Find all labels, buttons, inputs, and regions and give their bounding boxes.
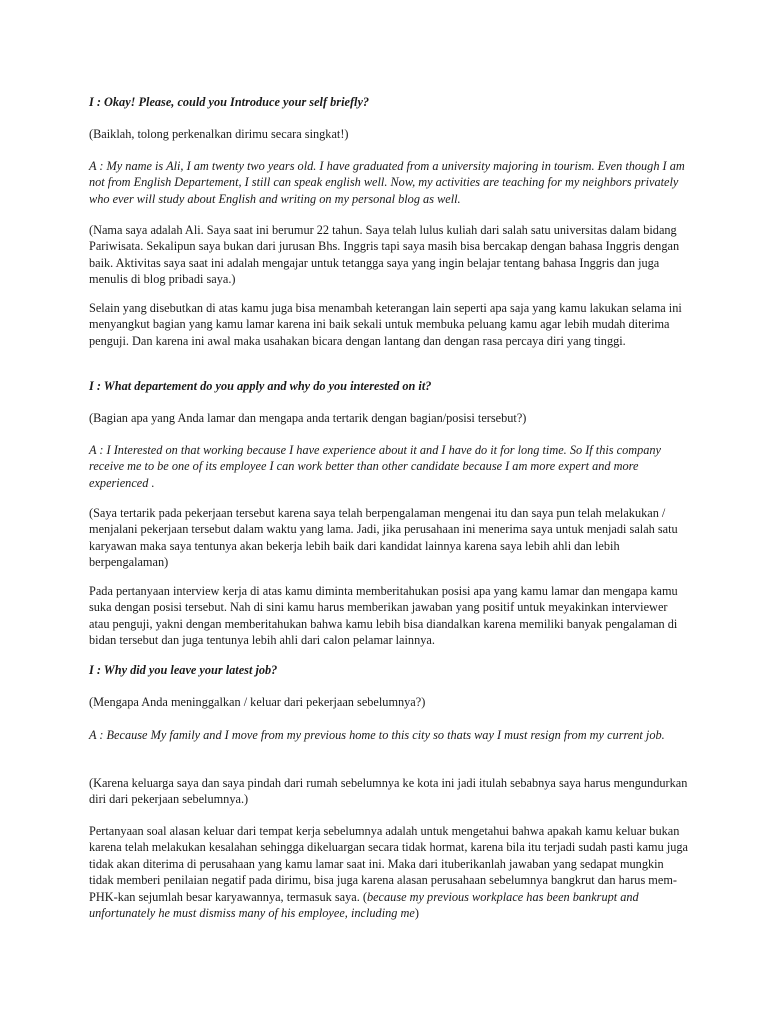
question-1-translation: (Baiklah, tolong perkenalkan dirimu secara singkat!) (89, 127, 349, 141)
explanation-2: Pada pertanyaan interview kerja di atas kamu diminta memberitahukan posisi apa yang kamu lamar dan mengapa kamu suka dengan posisi tersebut. Nah di sini kamu harus memberikan jawaban yang positif untuk meyakinkan interviewer atau penguji, yakni dengan memberitahukan bahwa kamu lebih bisa diandalkan karena memiliki banyak pengalaman di bidan tersebut dan juga tentunya lebih ahli dari calon pelamar lainnya. (89, 584, 678, 648)
explanation-3-end: ) (414, 906, 419, 921)
answer-2-translation: (Saya tertarik pada pekerjaan tersebut karena saya telah berpengalaman mengenai itu dan saya pun telah melakukan / menjalani pekerjaan tersebut dalam waktu yang lama. Jadi, jika perusahaan ini menerima saya untuk menjadi salah satu karyawan maka saya tentunya akan bekerja lebih baik dari kandidat lainnya karena saya lebih ahli dan lebih berpengalaman) (89, 506, 678, 570)
explanation-1: Selain yang disebutkan di atas kamu juga bisa menambah keterangan lain seperti apa saja yang kamu lakukan selama ini menyangkut bagian yang kamu lamar karena ini baik sekali untuk membuka peluang kamu agar lebih mudah diterima penguji. Dan karena ini awal maka usahakan bicara dengan lantang dan dengan rasa percaya diri yang tinggi. (89, 301, 682, 348)
question-2: I : What departement do you apply and why do you interested on it? (89, 379, 432, 393)
answer-2: A : I Interested on that working because I have experience about it and I have do it for long time. So If this company receive me to be one of its employee I can work better than other candidate because I am more expert and more experienced . (89, 443, 662, 490)
answer-3-translation: (Karena keluarga saya dan saya pindah dari rumah sebelumnya ke kota ini jadi itulah sebabnya saya harus mengundurkan diri dari pekerjaan sebelumnya.) (89, 776, 688, 807)
question-1: I : Okay! Please, could you Introduce your self briefly? (89, 95, 370, 109)
answer-3: A : Because My family and I move from my previous home to this city so thats way I must resign from my current job. (89, 728, 665, 742)
answer-1-translation: (Nama saya adalah Ali. Saya saat ini berumur 22 tahun. Saya telah lulus kuliah dari salah satu universitas dalam bidang Pariwisata. Sekalipun saya bukan dari jurusan Bhs. Inggris tapi saya masih bisa bercakap dengan bahasa Inggris dengan baik. Aktivitas saya saat ini adalah mengajar untuk tetangga saya yang ingin belajar tentang bahasa Inggris dan juga menulis di blog pribadi saya.) (89, 223, 680, 287)
explanation-3 (89, 823, 689, 921)
answer-1: A : My name is Ali, I am twenty two years old. I have graduated from a university majoring in tourism. Even though I am not from English Departement, I still can speak english well. Now, my activities are teaching for my neighbors privately who ever will study about English and writing on my personal blog as well. (89, 159, 685, 206)
explanation-3-english: because my previous workplace has been bankrupt and unfortunately he must dismiss many of his employee, including me (89, 889, 639, 921)
question-3: I : Why did you leave your latest job? (89, 663, 278, 677)
explanation-3-text: Pertanyaan soal alasan keluar dari tempat kerja sebelumnya adalah untuk mengetahui bahwa apakah kamu keluar bukan karena telah melakukan kesalahan sehingga dikeluargan secara tidak hormat, karena bila itu terjadi sudah pasti kamu juga tidak akan diterima di perusahaan yang kamu lamar saat ini. Maka dari ituberikanlah jawaban yang sedapat mungkin tidak memberi penilaian negatif pada dirimu, bisa juga karena alasan perusahaan sebelumnya bangkrut dan harus mem-PHK-kan sejumlah besar karyawannya, termasuk saya. ( (89, 824, 689, 904)
question-2-translation: (Bagian apa yang Anda lamar dan mengapa anda tertarik dengan bagian/posisi tersebut?) (89, 411, 527, 425)
question-3-translation: (Mengapa Anda meninggalkan / keluar dari pekerjaan sebelumnya?) (89, 695, 426, 709)
